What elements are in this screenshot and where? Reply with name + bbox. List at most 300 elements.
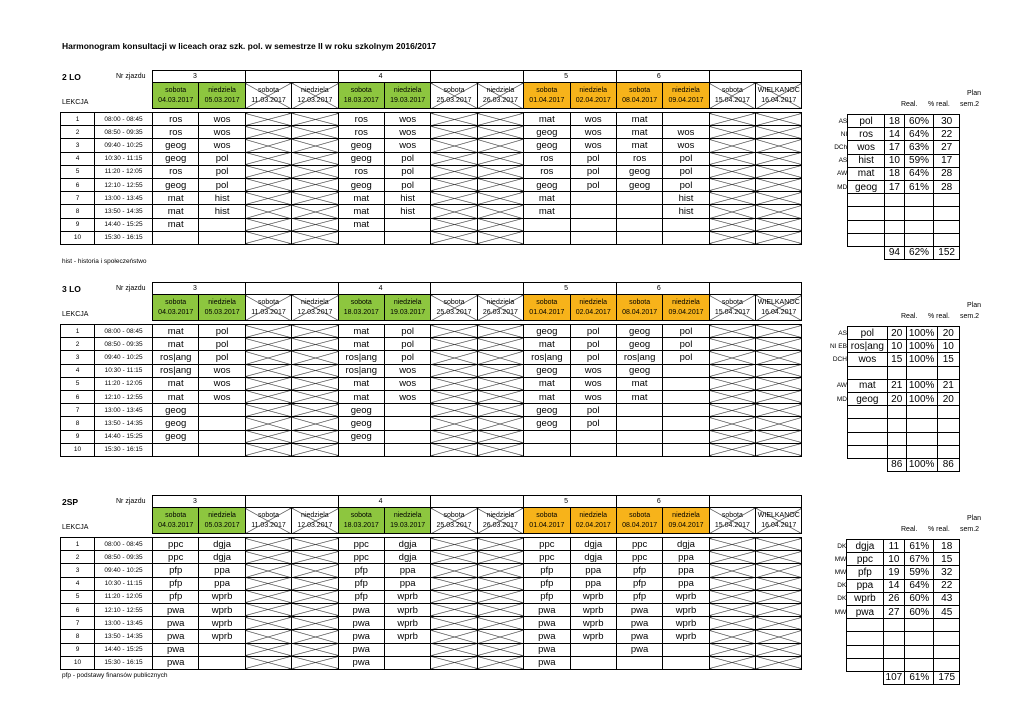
schedule-cell	[292, 656, 338, 669]
schedule-cell	[477, 617, 523, 630]
schedule-cell	[663, 443, 709, 456]
subject	[848, 233, 885, 246]
subject: geog	[848, 180, 885, 193]
schedule-cell: pfp	[524, 590, 570, 603]
summary-row	[817, 566, 960, 579]
schedule-cell: pfp	[616, 577, 662, 590]
plan-count	[934, 645, 960, 658]
subject	[847, 658, 883, 671]
summary-row	[817, 540, 960, 553]
table-row	[61, 390, 802, 403]
pct-real-label: % real.	[928, 313, 950, 320]
subject: pol	[848, 115, 885, 128]
schedule-cell	[245, 351, 291, 364]
schedule-cell: mat	[338, 377, 384, 390]
schedule-cell	[431, 218, 477, 231]
plan-count	[934, 632, 960, 645]
lesson-time: 14:40 - 15:25	[95, 643, 153, 656]
schedule-cell	[570, 443, 616, 456]
day-date: 25.03.2017	[436, 308, 472, 316]
total-pct: 62%	[904, 246, 933, 259]
schedule-cell: pol	[663, 152, 709, 165]
schedule-cell: pol	[570, 338, 616, 351]
table-row	[61, 364, 802, 377]
schedule-cell	[292, 351, 338, 364]
schedule-cell	[384, 656, 430, 669]
day-header	[663, 83, 709, 109]
plan-count	[934, 233, 960, 246]
day-header	[477, 508, 523, 534]
total-real: 107	[883, 671, 905, 684]
day-header	[245, 508, 291, 534]
day-date: 11.03.2017	[251, 96, 286, 104]
real-count: 10	[883, 553, 905, 566]
lesson-time: 11:20 - 12:05	[95, 590, 153, 603]
day-name: sobota	[536, 511, 558, 519]
day-name: sobota	[165, 86, 187, 94]
schedule-cell	[709, 205, 755, 218]
schedule-cell	[245, 178, 291, 191]
pct-real: 100%	[906, 379, 937, 392]
table-row	[61, 417, 802, 430]
schedule-cell	[292, 113, 338, 126]
pct-real: 100%	[906, 392, 937, 405]
schedule-cell	[245, 564, 291, 577]
day-name: sobota	[443, 86, 465, 94]
lesson-time: 14:40 - 15:25	[95, 218, 153, 231]
real-count: 20	[887, 392, 906, 405]
day-date: 18.03.2017	[343, 521, 379, 529]
table-row	[61, 178, 802, 191]
schedule-cell: wos	[384, 377, 430, 390]
table-row	[61, 551, 802, 564]
schedule-cell	[663, 417, 709, 430]
real-count	[883, 658, 905, 671]
teacher-code: NI	[840, 130, 848, 138]
schedule-cell	[709, 443, 755, 456]
schedule-cell: dgja	[384, 551, 430, 564]
schedule-cell: wos	[663, 126, 709, 139]
table-row	[61, 404, 802, 417]
total-plan: 175	[934, 671, 960, 684]
schedule-cell: mat	[338, 325, 384, 338]
teacher-code	[817, 406, 847, 419]
schedule-cell: mat	[616, 377, 662, 390]
schedule-cell	[477, 390, 523, 403]
day-header	[570, 295, 616, 321]
real-label: Real.	[901, 101, 918, 108]
summary-header	[901, 296, 1019, 322]
schedule-cell	[756, 564, 802, 577]
subject: geog	[847, 392, 887, 405]
schedule-cell: pol	[199, 325, 245, 338]
day-name: sobota	[721, 511, 743, 519]
schedule-cell: hist	[384, 205, 430, 218]
schedule-cell	[756, 577, 802, 590]
schedule-cell	[477, 377, 523, 390]
summary-row	[817, 180, 960, 193]
day-header	[477, 83, 523, 109]
day-header	[338, 508, 384, 534]
real-count: 26	[883, 592, 905, 605]
real-count	[884, 233, 904, 246]
subject	[847, 419, 887, 432]
subject: mat	[848, 167, 885, 180]
day-name: sobota	[629, 86, 651, 94]
day-date: 25.03.2017	[436, 96, 472, 104]
schedule-cell: ros	[153, 113, 199, 126]
schedule-cell: wprb	[199, 590, 245, 603]
day-name: niedziela	[672, 511, 700, 519]
schedule-cell: mat	[616, 126, 662, 139]
pct-real: 61%	[904, 180, 933, 193]
day-date: 12.03.2017	[297, 308, 333, 316]
plan-count	[937, 432, 959, 445]
schedule-cell	[709, 656, 755, 669]
schedule-cell	[756, 152, 802, 165]
pct-real: 61%	[905, 540, 934, 553]
day-date: 19.03.2017	[390, 521, 426, 529]
subject: pol	[847, 327, 887, 340]
schedule-cell: pwa	[153, 656, 199, 669]
subject: pfp	[847, 566, 883, 579]
summary-row	[817, 579, 960, 592]
schedule-cell: geog	[616, 325, 662, 338]
schedule-cell	[570, 231, 616, 244]
schedule-cell: pol	[199, 351, 245, 364]
schedule-cell: wprb	[199, 603, 245, 616]
day-name: sobota	[536, 86, 558, 94]
teacher-code: AS	[838, 117, 848, 125]
pct-real: 100%	[906, 340, 937, 353]
schedule-cell: ppc	[153, 551, 199, 564]
days-row	[61, 508, 802, 534]
day-date: 01.04.2017	[529, 308, 565, 316]
subject: mat	[847, 379, 887, 392]
teacher-code: DCH	[832, 355, 847, 363]
schedule-cell	[292, 325, 338, 338]
schedule-cell: dgja	[199, 551, 245, 564]
day-name: niedziela	[672, 86, 700, 94]
lesson-number: 2	[61, 338, 95, 351]
day-header	[199, 508, 245, 534]
schedule-cell	[245, 364, 291, 377]
day-header	[524, 508, 570, 534]
schedule-cell	[709, 218, 755, 231]
schedule-cell: geog	[153, 430, 199, 443]
schedule-cell	[431, 617, 477, 630]
zjazd-cell: 5	[524, 283, 617, 295]
table-row	[61, 430, 802, 443]
schedule-cell	[292, 630, 338, 643]
plan-count: 17	[934, 154, 960, 167]
schedule-cell	[756, 113, 802, 126]
summary-row	[817, 406, 960, 419]
schedule-cell: geog	[524, 126, 570, 139]
lesson-time: 15:30 - 16:15	[95, 231, 153, 244]
day-header	[384, 508, 430, 534]
day-date: 16.04.2017	[761, 308, 797, 316]
schedule-cell: dgja	[570, 551, 616, 564]
day-header	[153, 508, 199, 534]
schedule-cell: wprb	[199, 630, 245, 643]
schedule-cell	[477, 538, 523, 551]
day-header	[524, 295, 570, 321]
schedule-cell	[292, 617, 338, 630]
subject	[847, 445, 887, 458]
lesson-number: 4	[61, 152, 95, 165]
schedule-cell	[431, 178, 477, 191]
schedule-cell: wos	[384, 139, 430, 152]
schedule-cell	[431, 630, 477, 643]
footnote: pfp - podstawy finansów publicznych	[62, 672, 168, 679]
schedule-cell: pol	[570, 325, 616, 338]
schedule-cell	[338, 443, 384, 456]
day-name: WIELKANOC	[757, 511, 800, 519]
zjazd-cell: 4	[338, 71, 431, 83]
day-date: 08.04.2017	[622, 308, 658, 316]
schedule-cell	[477, 192, 523, 205]
schedule-cell: geog	[153, 178, 199, 191]
day-name: sobota	[350, 298, 372, 306]
lesson-number: 1	[61, 325, 95, 338]
total-real: 94	[884, 246, 904, 259]
day-date: 09.04.2017	[668, 308, 704, 316]
teacher-code: MW	[834, 568, 847, 576]
schedule-cell	[292, 377, 338, 390]
day-name: niedziela	[393, 298, 422, 306]
lesson-number: 3	[61, 564, 95, 577]
schedule-cell: mat	[338, 390, 384, 403]
teacher-code: MW	[834, 555, 847, 563]
schedule-cell	[709, 165, 755, 178]
schedule-cell	[292, 590, 338, 603]
zjazd-cell: 3	[153, 283, 246, 295]
schedule-cell	[756, 178, 802, 191]
subject: pwa	[847, 605, 883, 618]
day-name: niedziela	[301, 298, 329, 306]
plan-count: 20	[937, 392, 959, 405]
schedule-cell	[616, 656, 662, 669]
schedule-cell	[756, 443, 802, 456]
table-row	[61, 377, 802, 390]
day-date: 02.04.2017	[575, 96, 611, 104]
schedule-cell	[384, 643, 430, 656]
real-count	[887, 445, 906, 458]
teacher-code	[817, 194, 848, 207]
table-row	[61, 443, 802, 456]
real-count	[887, 406, 906, 419]
schedule-cell	[663, 390, 709, 403]
schedule-cell	[245, 325, 291, 338]
lesson-time: 09:40 - 10:25	[95, 564, 153, 577]
schedule-cell	[570, 656, 616, 669]
schedule-cell	[477, 231, 523, 244]
schedule-cell: ros|ang	[153, 364, 199, 377]
day-header	[524, 83, 570, 109]
schedule-cell: pol	[199, 178, 245, 191]
day-name: sobota	[350, 511, 372, 519]
lesson-time: 13:50 - 14:35	[95, 205, 153, 218]
schedule-cell	[616, 417, 662, 430]
schedule-cell	[709, 113, 755, 126]
schedule-cell: pol	[384, 325, 430, 338]
day-name: niedziela	[393, 511, 422, 519]
pct-real: 63%	[904, 141, 933, 154]
day-name: niedziela	[301, 511, 329, 519]
day-name: WIELKANOC	[757, 86, 800, 94]
schedule-cell	[292, 390, 338, 403]
schedule-cell: wos	[570, 377, 616, 390]
pct-real	[905, 619, 934, 632]
schedule-cell	[709, 630, 755, 643]
schedule-cell	[616, 430, 662, 443]
schedule-cell: ppc	[616, 538, 662, 551]
days-row	[61, 83, 802, 109]
summary-row	[817, 605, 960, 618]
schedule-cell	[616, 404, 662, 417]
schedule-cell	[756, 205, 802, 218]
total-row	[817, 671, 960, 684]
day-date: 18.03.2017	[343, 308, 379, 316]
schedule-cell	[756, 630, 802, 643]
subject	[848, 220, 885, 233]
day-name: sobota	[443, 511, 465, 519]
schedule-cell: pol	[199, 165, 245, 178]
table-row	[61, 139, 802, 152]
table-row	[61, 577, 802, 590]
day-date: 12.03.2017	[297, 521, 333, 529]
summary-row	[817, 233, 960, 246]
plan-count: 43	[934, 592, 960, 605]
zjazd-cell	[709, 496, 802, 508]
lesson-time: 13:50 - 14:35	[95, 417, 153, 430]
schedule-cell	[709, 377, 755, 390]
day-name: niedziela	[672, 298, 700, 306]
lesson-time: 11:20 - 12:05	[95, 165, 153, 178]
zjazd-cell	[245, 71, 338, 83]
schedule-cell	[663, 218, 709, 231]
schedule-cell	[431, 603, 477, 616]
schedule-cell	[292, 404, 338, 417]
plan-count: 30	[934, 115, 960, 128]
schedule-cell: ros	[338, 113, 384, 126]
schedule-cell	[245, 630, 291, 643]
teacher-code: DK	[837, 542, 847, 550]
schedule-cell: wprb	[570, 630, 616, 643]
schedule-cell: ppc	[616, 551, 662, 564]
plan-count	[934, 220, 960, 233]
schedule-cell: geog	[616, 178, 662, 191]
schedule-cell	[431, 538, 477, 551]
lekcja-label: LEKCJA	[62, 99, 89, 106]
day-header	[570, 508, 616, 534]
schedule-cell	[245, 165, 291, 178]
schedule-cell: pfp	[153, 590, 199, 603]
real-count: 18	[884, 115, 904, 128]
pct-real: 60%	[905, 605, 934, 618]
schedule-cell	[431, 430, 477, 443]
schedule-cell: geog	[524, 417, 570, 430]
schedule-cell	[477, 165, 523, 178]
day-name: niedziela	[301, 86, 329, 94]
schedule-cell: wprb	[570, 603, 616, 616]
schedule-cell	[663, 404, 709, 417]
schedule-cell: wos	[199, 390, 245, 403]
schedule-cell: ppa	[384, 564, 430, 577]
table-row	[61, 630, 802, 643]
schedule-cell: ppa	[199, 564, 245, 577]
schedule-cell: geog	[524, 364, 570, 377]
day-name: sobota	[257, 86, 279, 94]
schedule-cell: pol	[384, 165, 430, 178]
schedule-cell	[477, 178, 523, 191]
real-count: 18	[884, 167, 904, 180]
schedule-cell	[477, 603, 523, 616]
schedule-cell	[477, 551, 523, 564]
schedule-cell	[709, 404, 755, 417]
schedule-cell: hist	[663, 205, 709, 218]
day-date: 26.03.2017	[482, 521, 518, 529]
day-header	[338, 83, 384, 109]
summary-header	[901, 84, 1019, 110]
schedule-cell	[756, 430, 802, 443]
subject	[847, 366, 887, 379]
subject: ppc	[847, 553, 883, 566]
zjazd-row	[61, 283, 802, 295]
schedule-cell	[477, 351, 523, 364]
real-count: 10	[887, 340, 906, 353]
section-name: 3 LO	[62, 284, 81, 294]
pct-real: 60%	[905, 592, 934, 605]
summary-row	[817, 340, 960, 353]
subject	[848, 207, 885, 220]
day-name: niedziela	[208, 298, 236, 306]
schedule-cell: geog	[338, 417, 384, 430]
section-0	[60, 70, 982, 275]
schedule-cell: pwa	[153, 603, 199, 616]
teacher-code: AS	[838, 329, 847, 337]
plan-count: 21	[937, 379, 959, 392]
schedule-cell	[477, 404, 523, 417]
lesson-time: 13:00 - 13:45	[95, 192, 153, 205]
pct-real	[904, 194, 933, 207]
lesson-number: 5	[61, 590, 95, 603]
schedule-cell: geog	[153, 152, 199, 165]
teacher-code: MD	[836, 395, 847, 403]
schedule-cell: pwa	[524, 643, 570, 656]
lesson-number: 7	[61, 617, 95, 630]
day-date: 09.04.2017	[668, 521, 704, 529]
schedule-cell: ppa	[663, 551, 709, 564]
pct-real: 67%	[905, 553, 934, 566]
day-date: 08.04.2017	[622, 96, 658, 104]
schedule-cell	[477, 590, 523, 603]
schedule-cell	[384, 417, 430, 430]
summary-row	[817, 445, 960, 458]
schedule-cell: pfp	[524, 577, 570, 590]
schedule-cell: ros	[524, 152, 570, 165]
schedule-cell: dgja	[384, 538, 430, 551]
schedule-cell	[245, 656, 291, 669]
schedule-cell	[245, 390, 291, 403]
schedule-cell	[756, 218, 802, 231]
schedule-cell: wos	[199, 139, 245, 152]
day-header	[199, 83, 245, 109]
schedule-cell: geog	[153, 139, 199, 152]
day-date: 11.03.2017	[251, 521, 286, 529]
schedule-cell: geog	[338, 430, 384, 443]
